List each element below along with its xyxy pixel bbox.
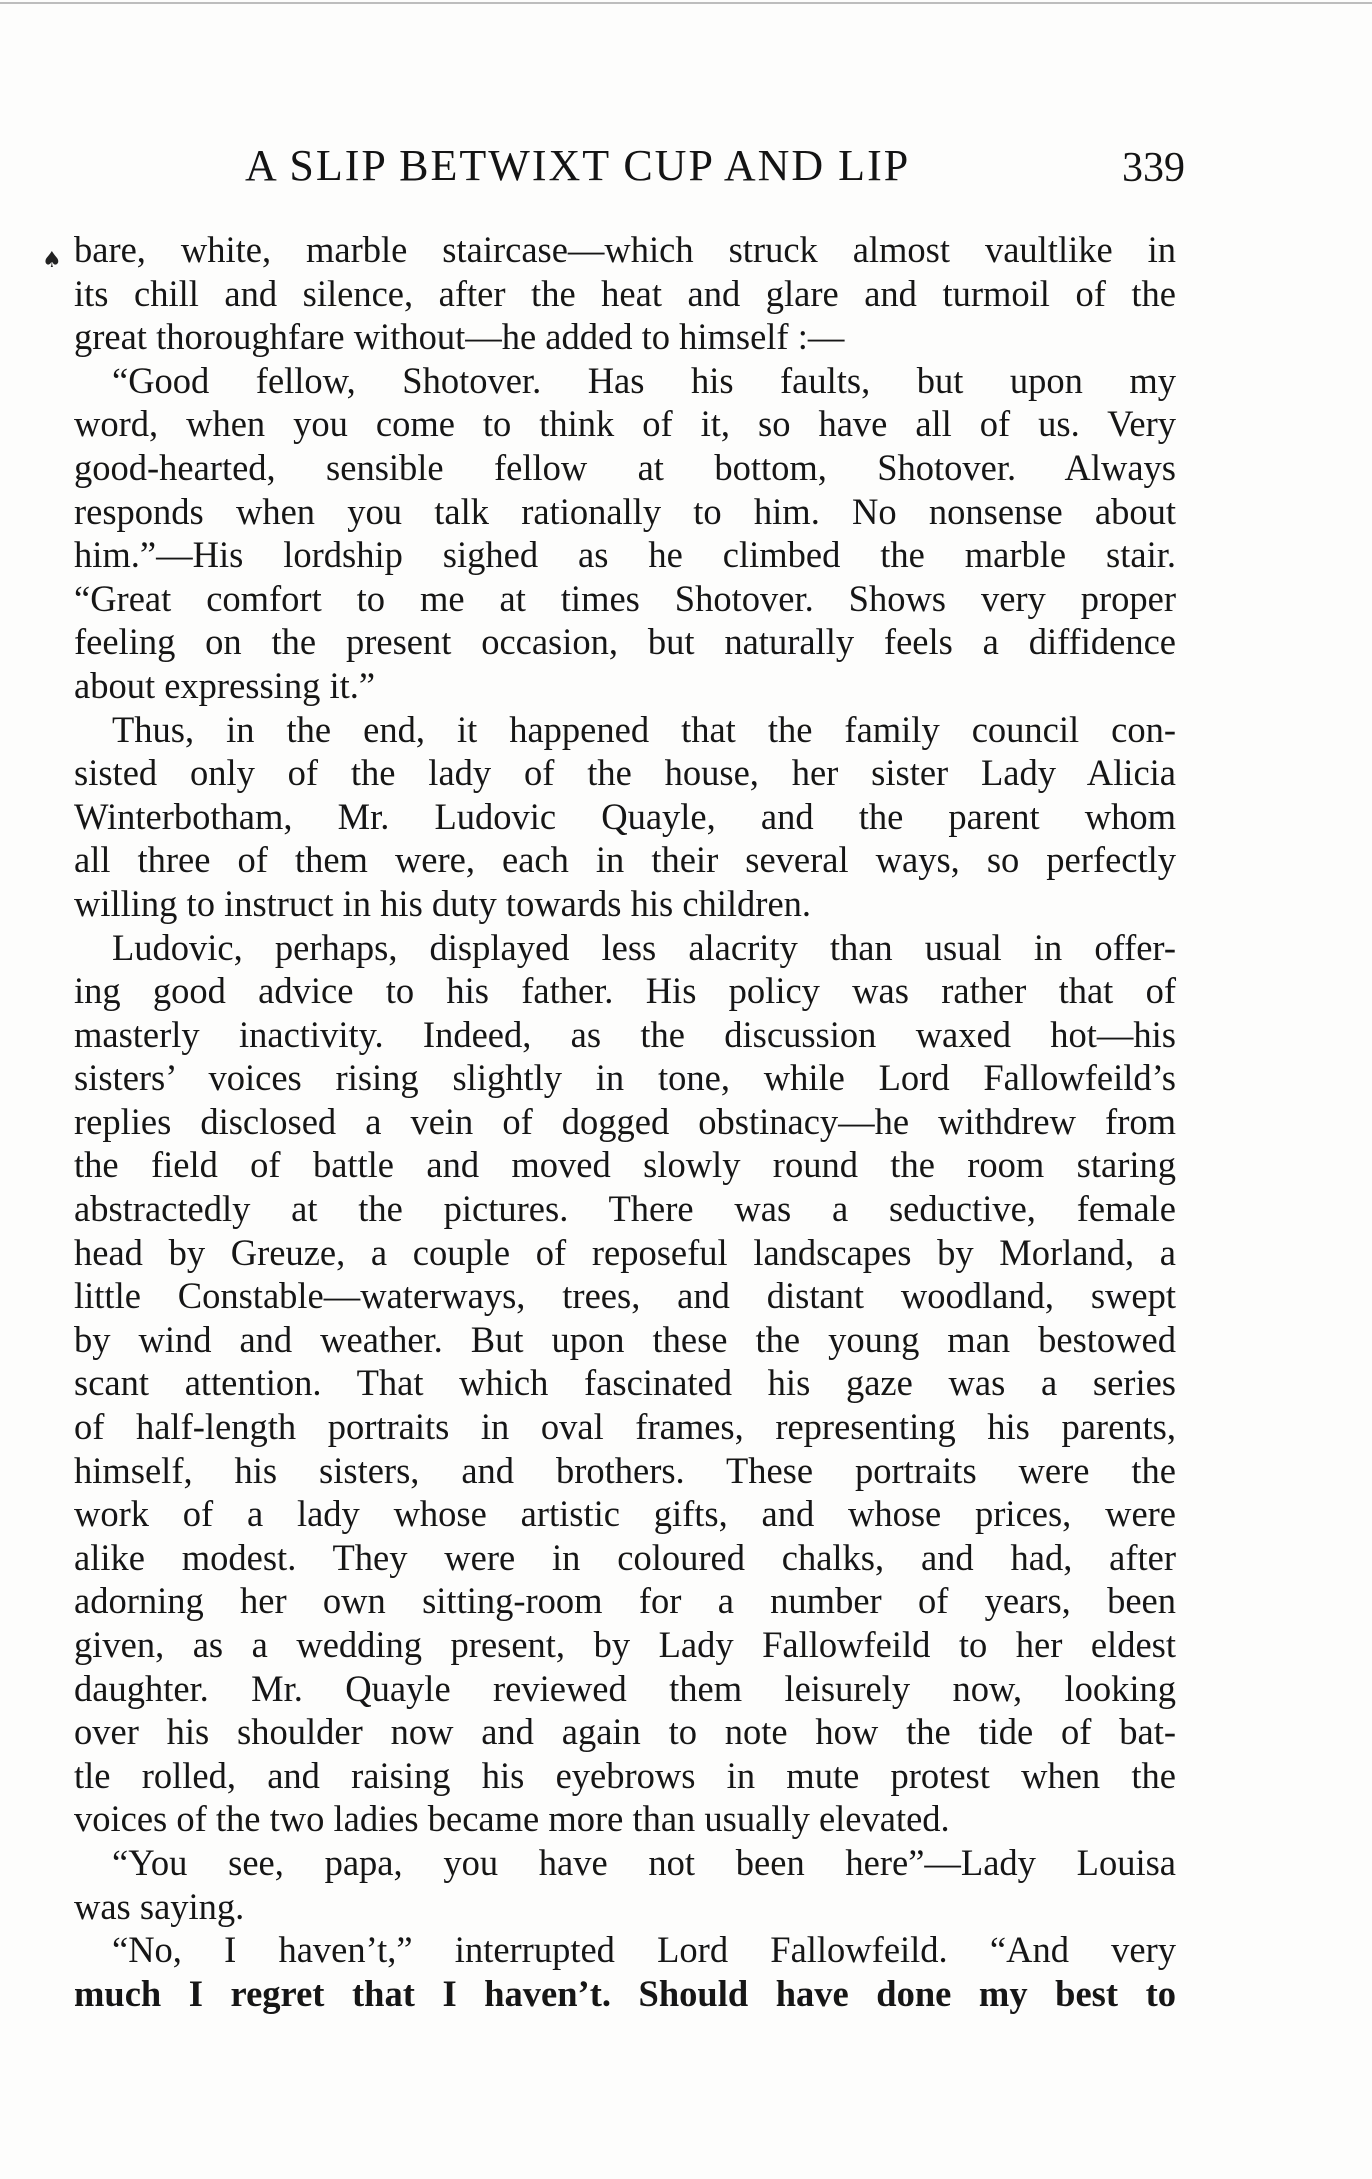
text-line: all three of them were, each in their several ways, so perfectly [74,839,1176,881]
text-line: of half-length portraits in oval frames, representing his parents, [74,1406,1176,1448]
running-title: A SLIP BETWIXT CUP AND LIP [245,141,911,190]
body-text [74,228,1176,2015]
running-head [245,140,1185,200]
text-line: daughter. Mr. Quayle reviewed them leisurely now, looking [74,1667,1176,1709]
margin-mark-icon: ♠ [42,248,62,273]
text-line: work of a lady whose artistic gifts, and whose prices, were [74,1493,1176,1535]
text-line: adorning her own sitting-room for a number of years, been [74,1580,1176,1622]
text-line: great thoroughfare without—he added to himself :— [74,316,845,358]
text-line: masterly inactivity. Indeed, as the discussion waxed hot—his [74,1013,1176,1055]
text-line: given, as a wedding present, by Lady Fallowfeild to her eldest [74,1624,1176,1665]
text-line: scant attention. That which fascinated his gaze was a series [74,1362,1176,1404]
text-line: “No, I haven’t,” interrupted Lord Fallowfeild. “And very [112,1929,1176,1971]
text-line: tle rolled, and raising his eyebrows in mute protest when the [74,1754,1176,1796]
text-line: Thus, in the end, it happened that the family council con- [112,708,1176,750]
text-line: bare, white, marble staircase—which struck almost vaultlike in [74,229,1176,270]
text-line: “Great comfort to me at times Shotover. Shows very proper [74,577,1176,619]
page-number: 339 [1122,145,1185,191]
text-line: Ludovic, perhaps, displayed less alacrity than usual in offer- [112,926,1176,968]
text-line: little Constable—waterways, trees, and distant woodland, swept [74,1275,1176,1317]
text-line: its chill and silence, after the heat and glare and turmoil of the [74,272,1176,314]
text-line: good-hearted, sensible fellow at bottom, Shotover. Always [74,446,1176,488]
text-line: the field of battle and moved slowly round the room staring [74,1144,1176,1186]
text-line: Winterbotham, Mr. Ludovic Quayle, and the parent whom [74,795,1176,837]
text-line: by wind and weather. But upon these the young man bestowed [74,1318,1176,1360]
text-line: responds when you talk rationally to him. No nonsense about [74,490,1176,532]
text-line: head by Greuze, a couple of reposeful landscapes by Morland, a [74,1231,1176,1273]
text-line: much I regret that I haven’t. Should have done my best to [74,1972,1176,2014]
text-line: willing to instruct in his duty towards his children. [74,882,812,924]
text-line: replies disclosed a vein of dogged obstinacy—he withdrew from [74,1100,1176,1142]
text-line: about expressing it.” [74,664,376,706]
text-line: himself, his sisters, and brothers. These portraits were the [74,1449,1176,1491]
text-line: voices of the two ladies became more than usually elevated. [74,1798,950,1840]
text-line: over his shoulder now and again to note how the tide of bat- [74,1711,1176,1753]
text-line: sisted only of the lady of the house, her sister Lady Alicia [74,752,1176,794]
text-line: sisters’ voices rising slightly in tone, while Lord Fallowfeild’s [74,1057,1176,1099]
text-line: ing good advice to his father. His policy was rather that of [74,970,1176,1012]
text-line: feeling on the present occasion, but naturally feels a diffidence [74,621,1176,663]
text-line: abstractedly at the pictures. There was a seductive, female [74,1188,1176,1230]
top-edge-rule [0,2,1372,4]
text-line: was saying. [74,1885,245,1927]
text-line: him.”—His lordship sighed as he climbed the marble stair. [74,534,1176,576]
text-line: word, when you come to think of it, so have all of us. Very [74,403,1176,445]
text-line: “You see, papa, you have not been here”—Lady Louisa [112,1841,1176,1883]
text-line: “Good fellow, Shotover. Has his faults, but upon my [112,359,1176,401]
text-line: alike modest. They were in coloured chalks, and had, after [74,1536,1176,1578]
